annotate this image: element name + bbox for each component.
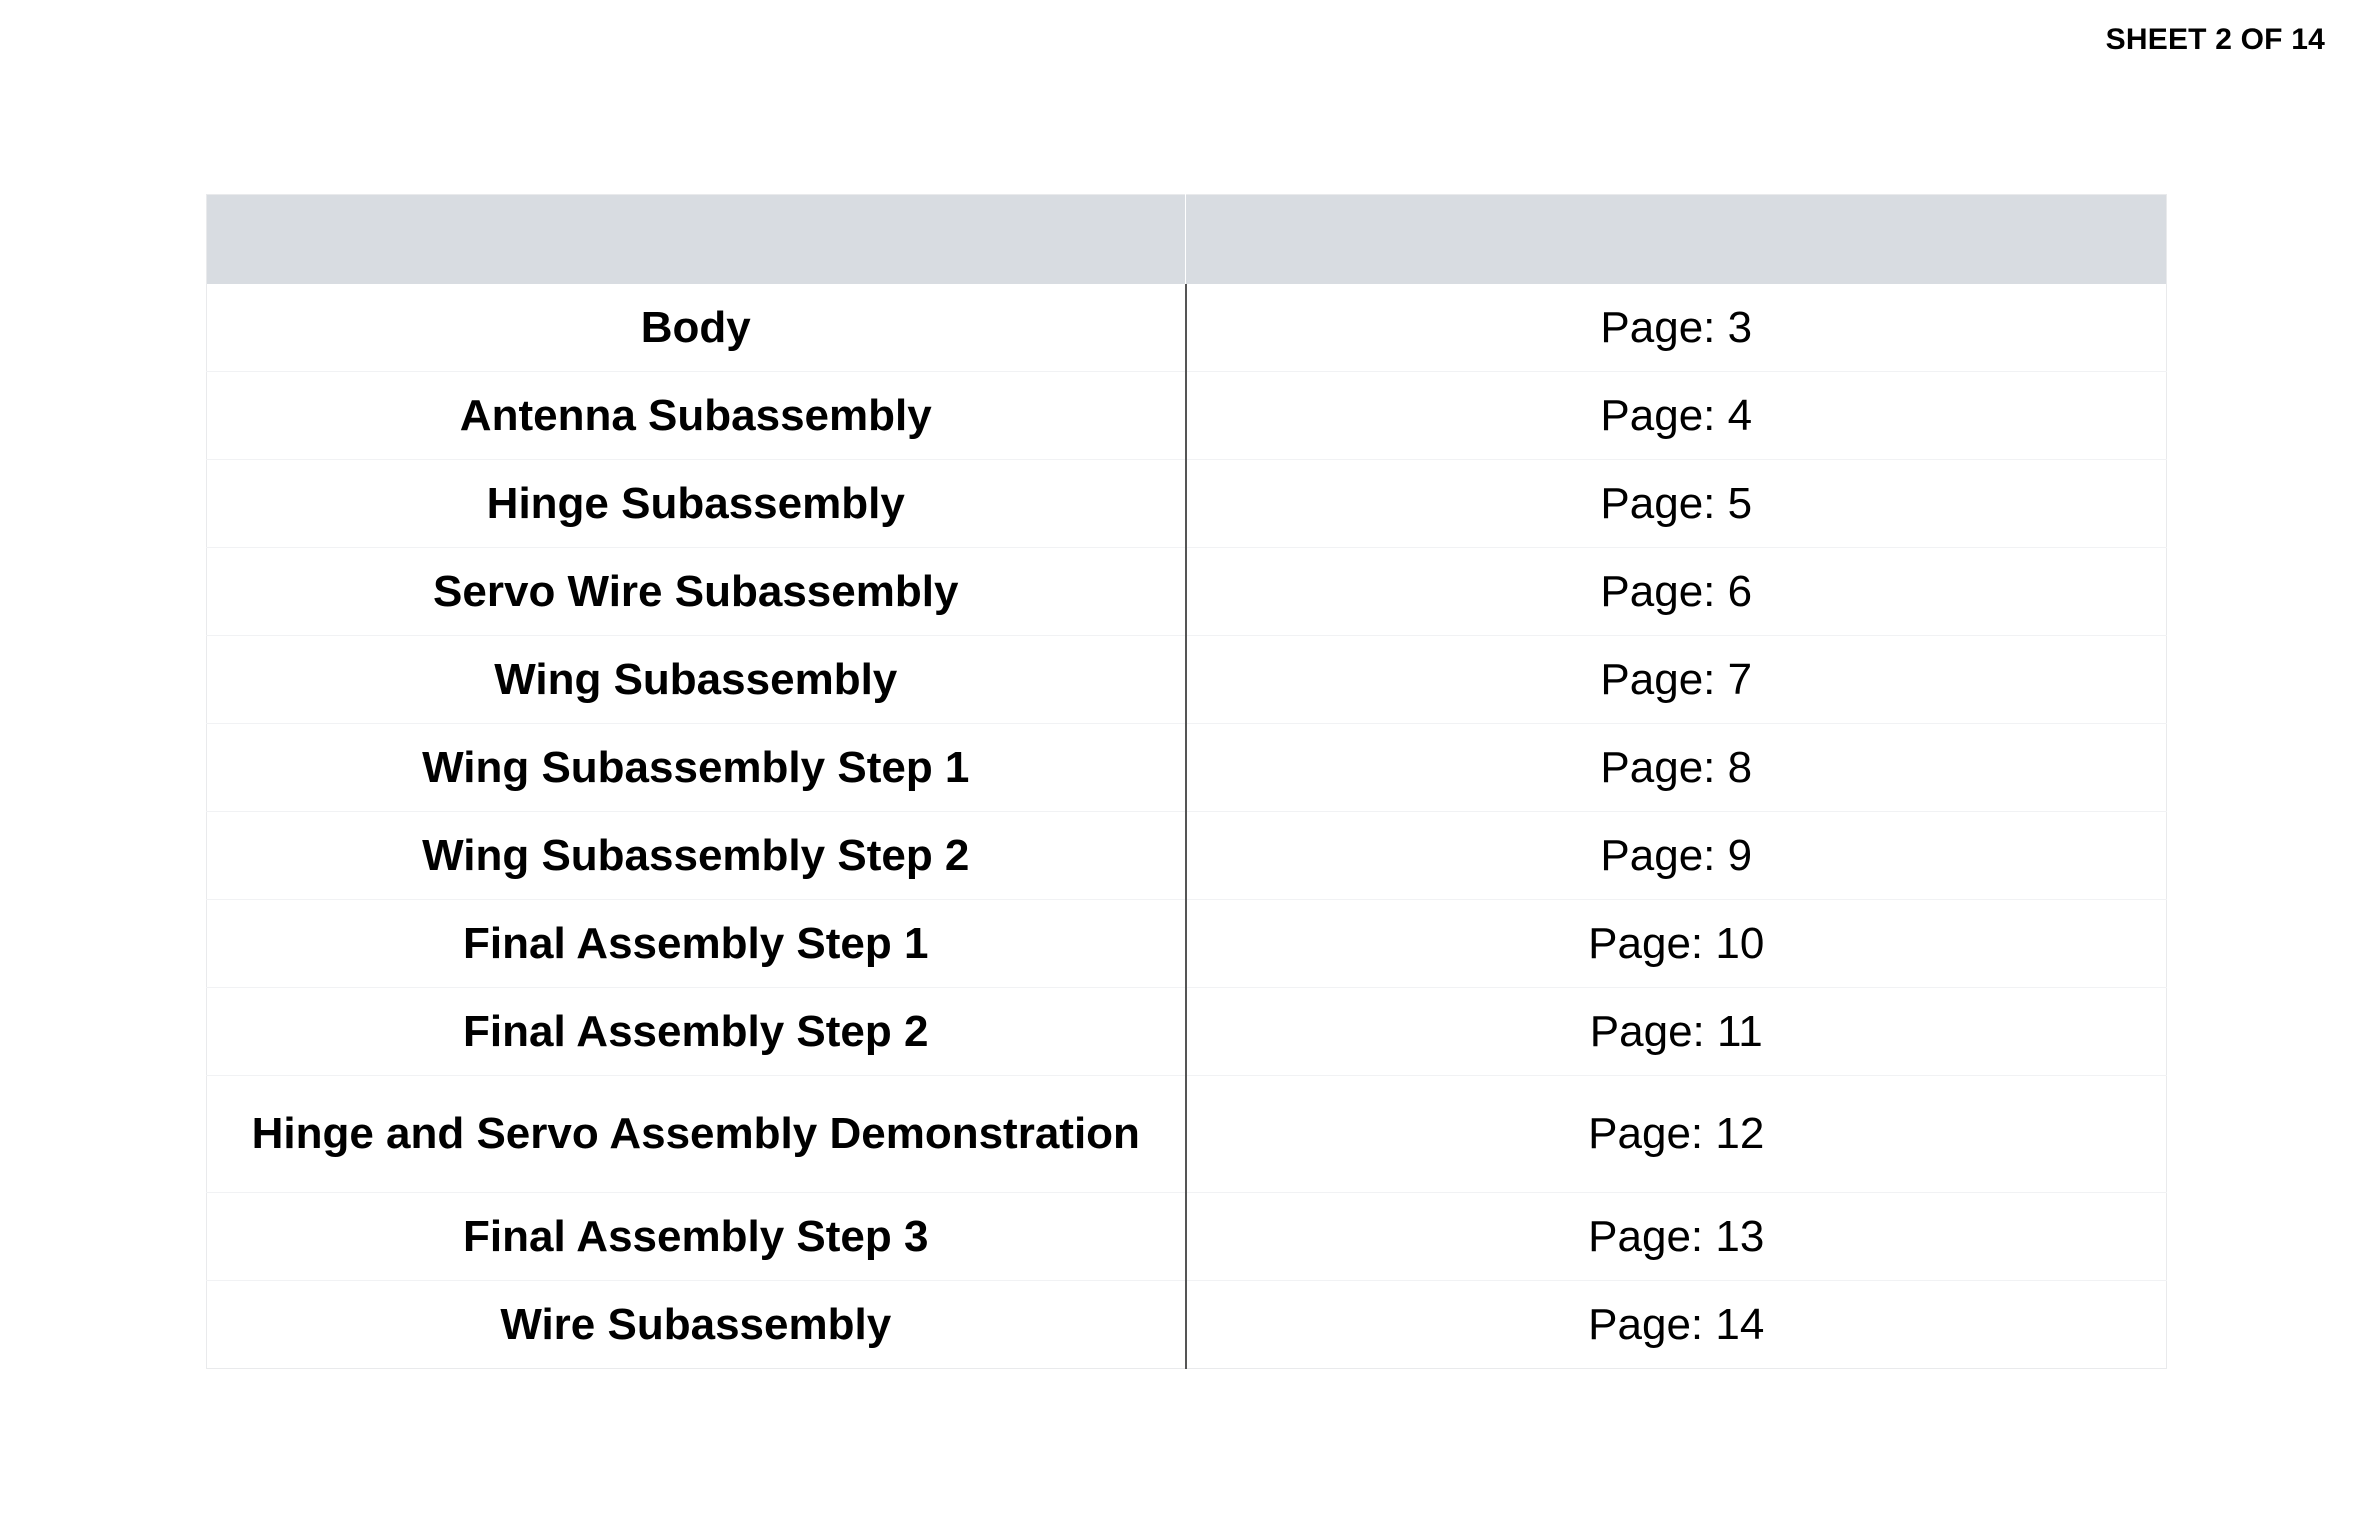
table-header-section [207, 195, 1186, 285]
section-name-cell: Servo Wire Subassembly [207, 548, 1186, 636]
section-name-cell: Wire Subassembly [207, 1281, 1186, 1369]
page-reference-cell: Page: 9 [1186, 812, 2167, 900]
section-name-cell: Final Assembly Step 3 [207, 1193, 1186, 1281]
sheet-number-label: SHEET 2 OF 14 [2105, 23, 2325, 56]
section-name-cell: Hinge and Servo Assembly Demonstration [207, 1076, 1186, 1193]
table-row [207, 548, 2167, 636]
section-name-cell: Body [207, 284, 1186, 372]
page-reference-cell: Page: 4 [1186, 372, 2167, 460]
table-row [207, 724, 2167, 812]
section-name-cell: Wing Subassembly Step 1 [207, 724, 1186, 812]
page-reference-cell: Page: 3 [1186, 284, 2167, 372]
page-reference-cell: Page: 8 [1186, 724, 2167, 812]
section-name-cell: Hinge Subassembly [207, 460, 1186, 548]
page-reference-cell: Page: 6 [1186, 548, 2167, 636]
table-row [207, 284, 2167, 372]
table-row [207, 1193, 2167, 1281]
page-reference-cell: Page: 5 [1186, 460, 2167, 548]
table-row [207, 988, 2167, 1076]
page-reference-cell: Page: 13 [1186, 1193, 2167, 1281]
page-reference-cell: Page: 10 [1186, 900, 2167, 988]
table-row [207, 1076, 2167, 1193]
section-name-cell: Wing Subassembly [207, 636, 1186, 724]
section-name-cell: Final Assembly Step 1 [207, 900, 1186, 988]
table-row [207, 460, 2167, 548]
table-row [207, 1281, 2167, 1369]
table-row [207, 372, 2167, 460]
table-row [207, 900, 2167, 988]
table-of-contents [206, 194, 2167, 1369]
section-name-cell: Wing Subassembly Step 2 [207, 812, 1186, 900]
page-reference-cell: Page: 11 [1186, 988, 2167, 1076]
page-reference-cell: Page: 12 [1186, 1076, 2167, 1193]
section-name-cell: Antenna Subassembly [207, 372, 1186, 460]
page-reference-cell: Page: 7 [1186, 636, 2167, 724]
section-name-cell: Final Assembly Step 2 [207, 988, 1186, 1076]
table-header-row [207, 195, 2167, 285]
page-reference-cell: Page: 14 [1588, 1299, 1765, 1349]
table-header-page [1186, 195, 2167, 285]
table-row [207, 812, 2167, 900]
table-row [207, 636, 2167, 724]
